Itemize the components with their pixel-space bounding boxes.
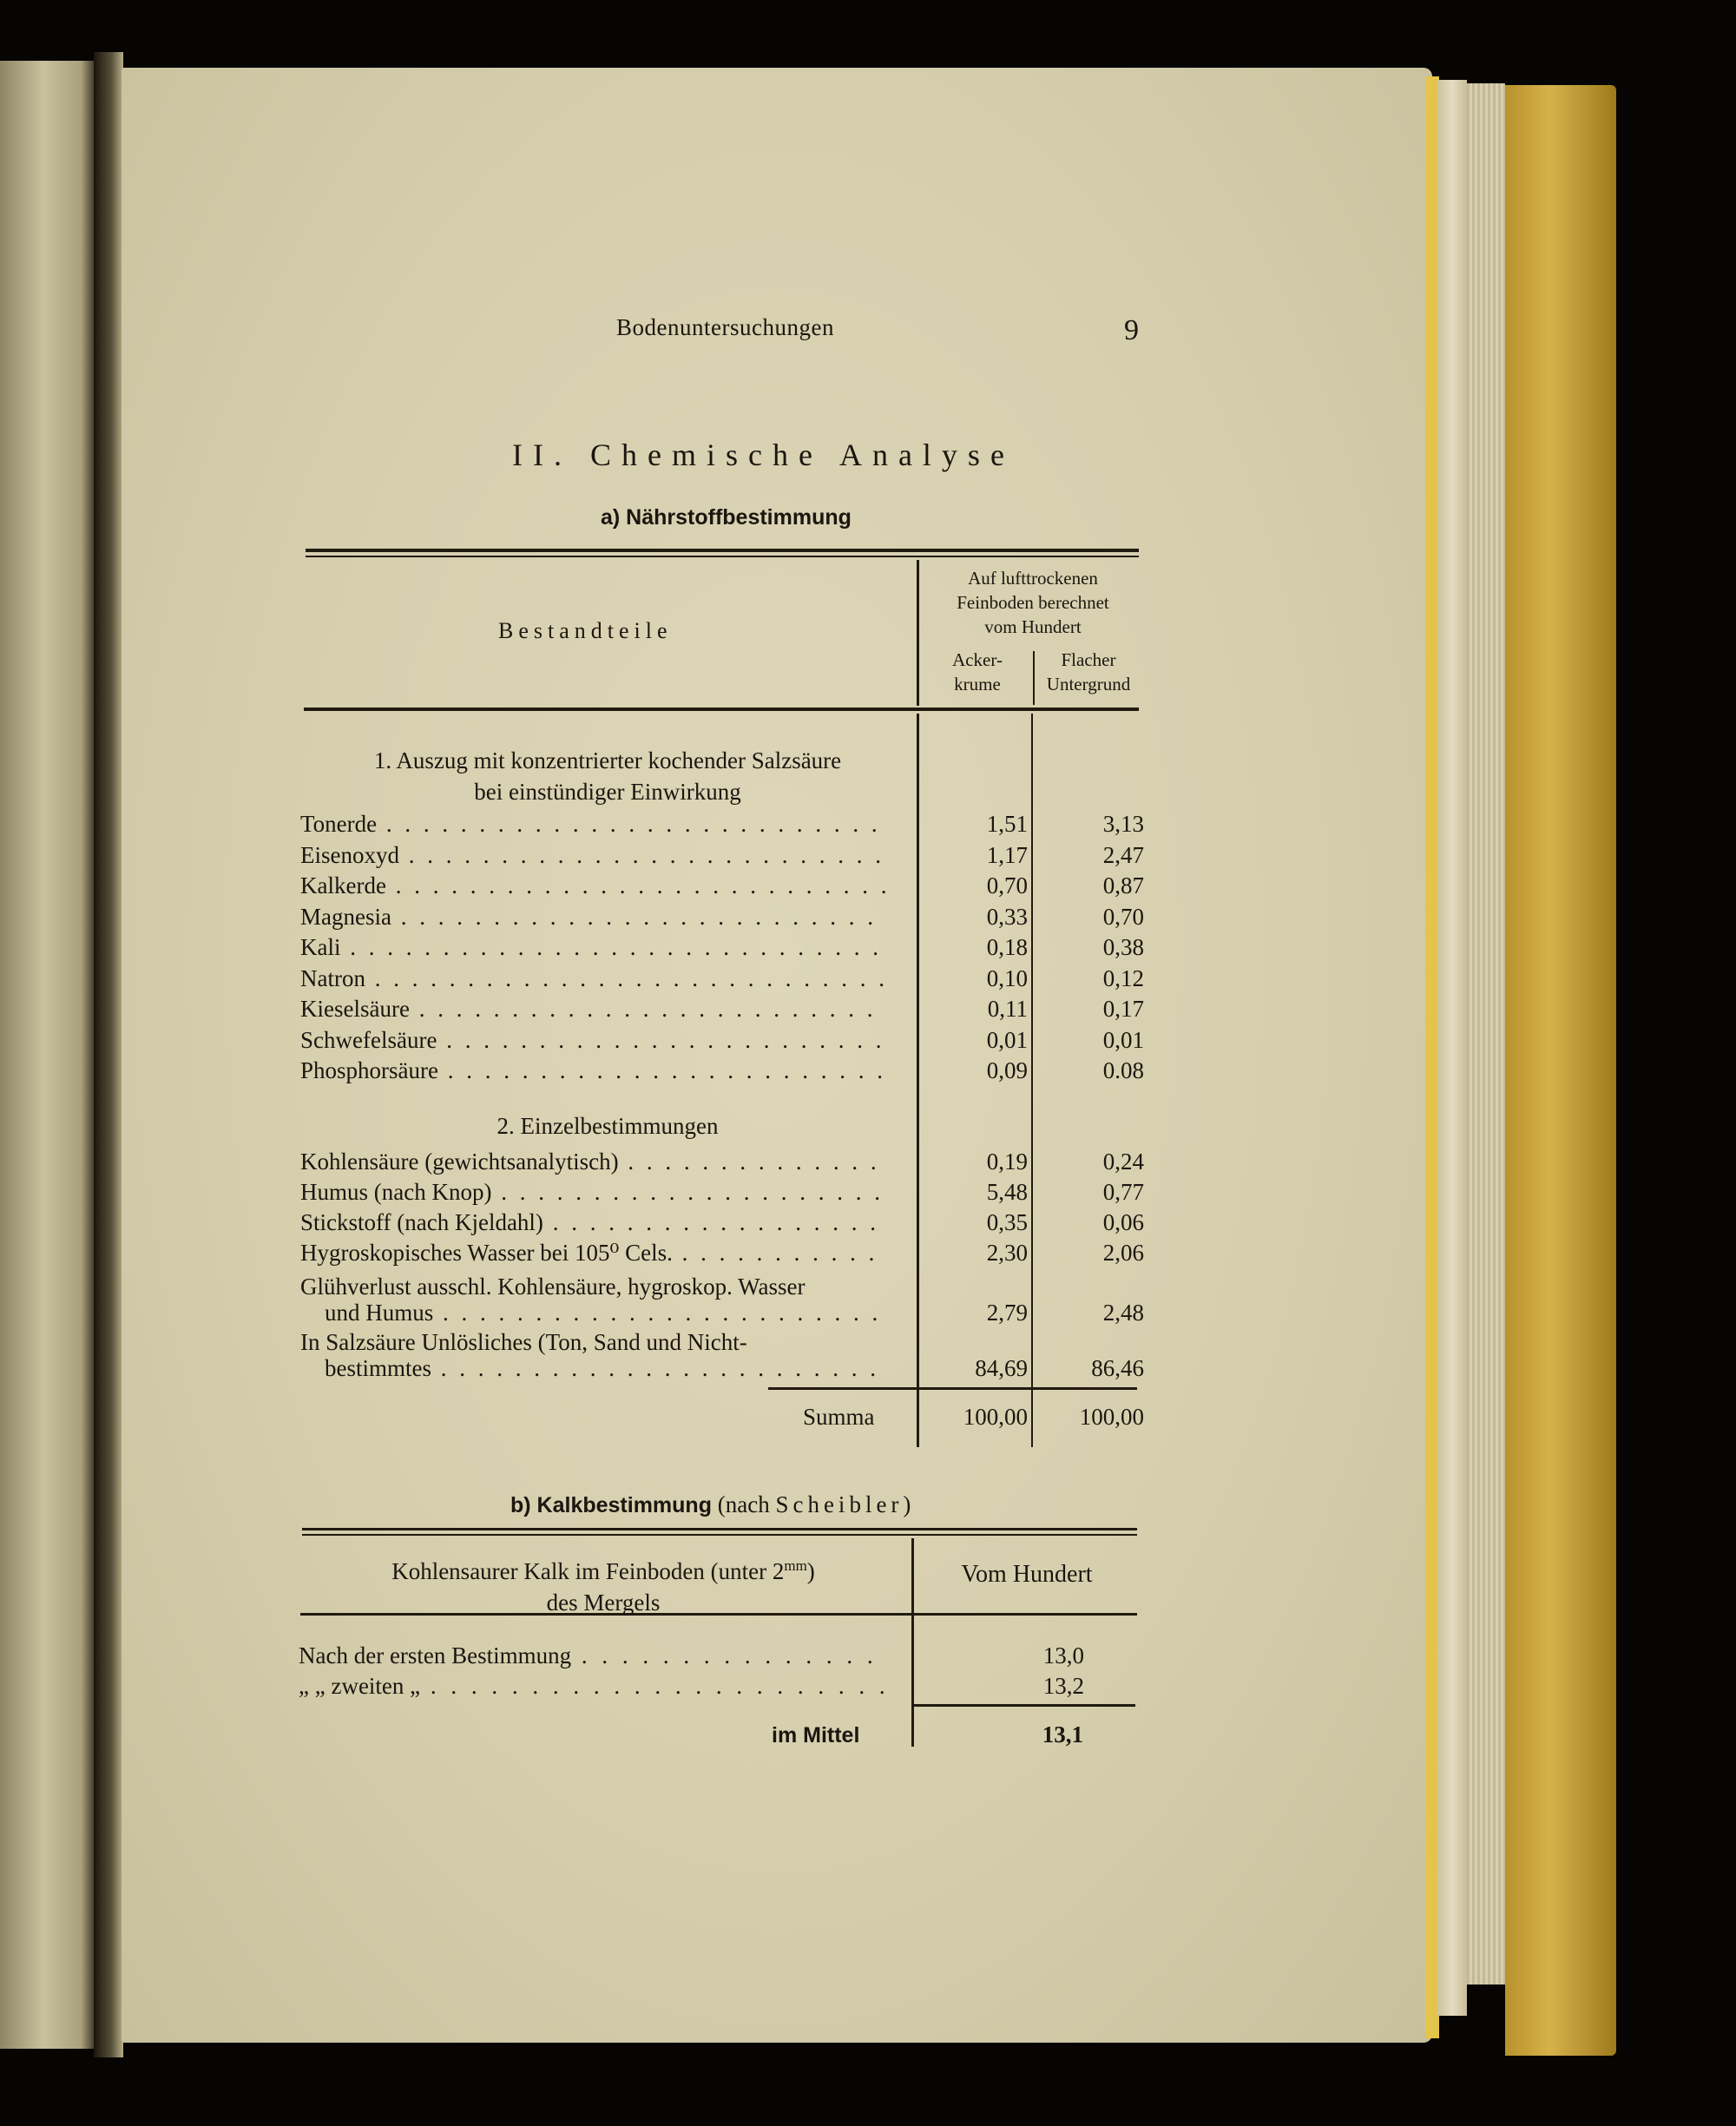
value-ackerkrume: 0,70 [986, 872, 1028, 898]
row-label-line1: In Salzsäure Unlösliches (Ton, Sand und Nicht- [300, 1329, 747, 1355]
summa-label: Summa [803, 1404, 875, 1430]
table-b-value-header: Vom Hundert [961, 1561, 1093, 1588]
table-row [300, 1329, 1439, 1381]
value-untergrund: 0,06 [1102, 1209, 1144, 1235]
value-ackerkrume: 0,18 [986, 934, 1028, 960]
table-row [300, 904, 1439, 935]
page-number: 9 [1124, 314, 1139, 346]
table-row [300, 934, 1439, 965]
value-untergrund: 0.08 [1102, 1057, 1144, 1083]
table-row [300, 1179, 1439, 1210]
value-ackerkrume: 1,51 [986, 811, 1028, 837]
value-ackerkrume: 5,48 [986, 1179, 1028, 1205]
table-a-top-rule-thin [306, 556, 1139, 557]
left-page-edge [0, 61, 95, 2049]
table-row [300, 842, 1439, 873]
column-header-ackerkrume: Acker- krume [952, 649, 1003, 694]
value-ackerkrume: 84,69 [975, 1355, 1028, 1381]
book-gutter [94, 52, 123, 2057]
row-label: Tonerde . . . [300, 811, 887, 838]
value-ackerkrume: 0,33 [986, 904, 1028, 930]
table-a-summa-rule [768, 1387, 1137, 1390]
value-untergrund: 0,17 [1102, 996, 1144, 1022]
table-b-top-rule-thin [302, 1534, 1137, 1536]
value-untergrund: 0,01 [1102, 1027, 1144, 1053]
table-row [299, 1642, 1167, 1674]
row-label: Magnesia . . . [300, 904, 887, 931]
table-b-title: b) Kalkbestimmung (nach Scheibler) [510, 1491, 911, 1517]
row-label-line1: Glühverlust ausschl. Kohlensäure, hygroskop. Wasser [300, 1274, 806, 1300]
value-ackerkrume: 1,17 [986, 842, 1028, 868]
column-header-bestandteile: Bestandteile [498, 618, 673, 643]
group-2-title: 2. Einzelbestimmungen [496, 1113, 719, 1139]
table-row [300, 1057, 1439, 1089]
value-untergrund: 2,48 [1102, 1300, 1144, 1326]
table-a-header-rule [304, 708, 1139, 711]
value-ackerkrume: 2,30 [986, 1240, 1028, 1266]
row-label: Hygroskopisches Wasser bei 105⁰ Cels. . . . [300, 1240, 887, 1267]
value-untergrund: 86,46 [1091, 1355, 1144, 1381]
summa-untergrund: 100,00 [1079, 1404, 1144, 1430]
value-untergrund: 0,24 [1102, 1149, 1144, 1175]
table-b-column-header: Kohlensaurer Kalk im Feinboden (unter $2^{mm}$) des Mergels [391, 1557, 815, 1616]
row-label: Humus (nach Knop) . . . [300, 1179, 887, 1206]
row-label: Kalkerde . . . [300, 872, 887, 899]
row-label: Kohlensäure (gewichtsanalytisch) . . . [300, 1149, 887, 1175]
row-value: 13,2 [1042, 1673, 1084, 1699]
column-header-untergrund: Flacher Untergrund [1046, 649, 1131, 694]
row-label-line2: bestimmtes . . . [300, 1355, 887, 1381]
page-stack [1467, 83, 1505, 1984]
table-row [300, 1274, 1439, 1326]
value-ackerkrume: 0,11 [987, 996, 1028, 1022]
table-row [300, 1149, 1439, 1180]
row-label: Schwefelsäure . . . [300, 1027, 887, 1054]
row-label: Eisenoxyd . . . [300, 842, 887, 869]
table-row [300, 1209, 1439, 1241]
value-ackerkrume: 2,79 [986, 1300, 1028, 1326]
table-row [300, 811, 1439, 842]
table-row [300, 996, 1439, 1027]
row-label: „ „ zweiten „ . . . [299, 1673, 889, 1700]
value-untergrund: 0,38 [1102, 934, 1144, 960]
value-untergrund: 0,12 [1102, 965, 1144, 991]
row-label: Kieselsäure . . . [300, 996, 887, 1023]
table-row [300, 1240, 1439, 1271]
table-row [300, 965, 1439, 997]
value-ackerkrume: 0,09 [986, 1057, 1028, 1083]
table-b-mittel-rule [914, 1704, 1135, 1707]
column-group-header: Auf lufttrockenen Feinboden berechnet vom Hundert [957, 568, 1109, 637]
row-label: Nach der ersten Bestimmung . . . [299, 1642, 889, 1669]
table-a-top-rule [306, 549, 1139, 552]
value-untergrund: 2,06 [1102, 1240, 1144, 1266]
row-label-line2: und Humus . . . [300, 1300, 887, 1326]
value-ackerkrume: 0,35 [986, 1209, 1028, 1235]
value-ackerkrume: 0,01 [986, 1027, 1028, 1053]
value-untergrund: 2,47 [1102, 842, 1144, 868]
group-1-title: 1. Auszug mit konzentrierter kochender Salzsäure bei einstündiger Einwirkung [373, 747, 842, 805]
value-ackerkrume: 0,19 [986, 1149, 1028, 1175]
row-label: Natron . . . [300, 965, 887, 992]
table-row [299, 1673, 1167, 1704]
row-value: 13,0 [1042, 1642, 1084, 1669]
value-untergrund: 0,77 [1102, 1179, 1144, 1205]
value-ackerkrume: 0,10 [986, 965, 1028, 991]
row-label: Phosphorsäure . . . [300, 1057, 887, 1084]
page-edge [1437, 80, 1467, 2016]
value-untergrund: 0,70 [1102, 904, 1144, 930]
table-a-title: a) Nährstoffbestimmung [601, 505, 852, 530]
mittel-value: 13,1 [1042, 1721, 1083, 1748]
table-b-top-rule [302, 1528, 1137, 1530]
value-untergrund: 0,87 [1102, 872, 1144, 898]
book-cover-edge [1505, 85, 1616, 2056]
summa-ackerkrume: 100,00 [963, 1404, 1028, 1430]
mittel-label: im Mittel [772, 1723, 860, 1748]
value-untergrund: 3,13 [1102, 811, 1144, 837]
table-row [300, 1027, 1439, 1058]
row-label: Stickstoff (nach Kjeldahl) . . . [300, 1209, 887, 1236]
table-row [300, 872, 1439, 904]
running-title: Bodenuntersuchungen [616, 314, 834, 340]
row-label: Kali . . . [300, 934, 887, 961]
section-title: II. Chemische Analyse [512, 438, 1015, 472]
